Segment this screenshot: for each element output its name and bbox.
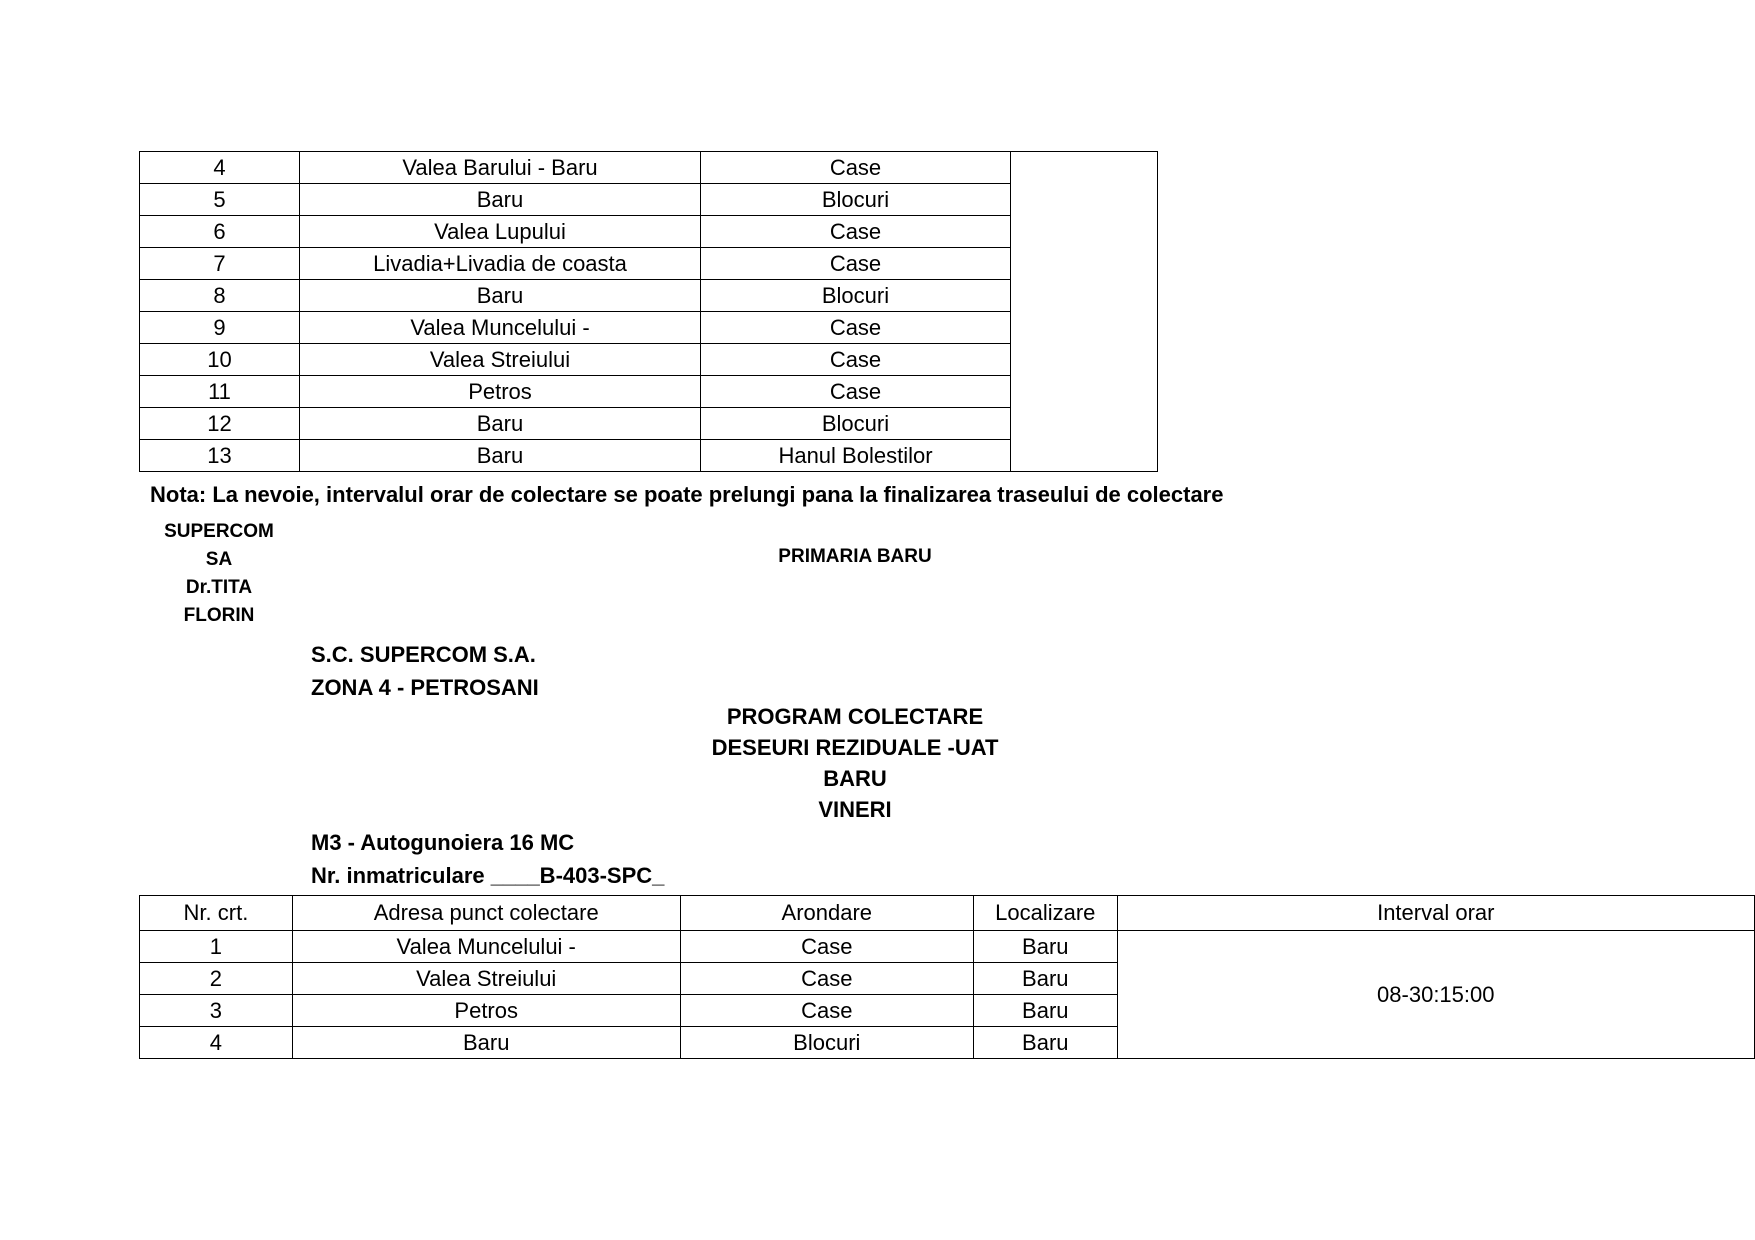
company-zone: ZONA 4 - PETROSANI bbox=[311, 675, 539, 700]
header-location: Localizare bbox=[974, 896, 1118, 931]
nr-cell: 11 bbox=[140, 376, 300, 408]
signatory-line: Dr.TITA bbox=[185, 577, 253, 598]
program-title-line: DESEURI REZIDUALE -UAT bbox=[711, 735, 999, 760]
address-cell: Baru bbox=[300, 408, 701, 440]
nr-cell: 1 bbox=[140, 931, 293, 963]
interval-cell: 08-30:15:00 bbox=[1117, 931, 1754, 1059]
address-cell: Baru bbox=[300, 280, 701, 312]
vehicle-info bbox=[311, 826, 664, 892]
company-header bbox=[311, 638, 539, 704]
signatory-line: SUPERCOM bbox=[164, 521, 274, 542]
program-title-line: VINERI bbox=[818, 797, 892, 822]
vehicle-registration: Nr. inmatriculare ____B-403-SPC_ bbox=[311, 863, 665, 888]
table-row bbox=[140, 184, 1158, 216]
table-row bbox=[140, 280, 1158, 312]
assignment-cell: Case bbox=[680, 931, 973, 963]
table-row bbox=[140, 312, 1158, 344]
address-cell: Livadia+Livadia de coasta bbox=[300, 248, 701, 280]
nr-cell: 10 bbox=[140, 344, 300, 376]
program-title bbox=[700, 701, 1010, 825]
assignment-cell: Blocuri bbox=[701, 408, 1011, 440]
assignment-cell: Hanul Bolestilor bbox=[701, 440, 1011, 472]
address-cell: Valea Lupului bbox=[300, 216, 701, 248]
address-cell: Valea Muncelului - bbox=[292, 931, 680, 963]
table-row bbox=[140, 376, 1158, 408]
assignment-cell: Case bbox=[701, 248, 1011, 280]
table-row bbox=[140, 931, 1755, 963]
address-cell: Valea Muncelului - bbox=[300, 312, 701, 344]
nr-cell: 9 bbox=[140, 312, 300, 344]
signatory-line: SA bbox=[205, 549, 233, 570]
assignment-cell: Case bbox=[701, 344, 1011, 376]
location-cell: Baru bbox=[974, 995, 1118, 1027]
header-address: Adresa punct colectare bbox=[292, 896, 680, 931]
nr-cell: 8 bbox=[140, 280, 300, 312]
location-cell: Baru bbox=[974, 963, 1118, 995]
assignment-cell: Case bbox=[680, 995, 973, 1027]
assignment-cell: Blocuri bbox=[680, 1027, 973, 1059]
assignment-cell: Blocuri bbox=[701, 280, 1011, 312]
nr-cell: 5 bbox=[140, 184, 300, 216]
nr-cell: 4 bbox=[140, 152, 300, 184]
address-cell: Petros bbox=[292, 995, 680, 1027]
table-row bbox=[140, 216, 1158, 248]
assignment-cell: Case bbox=[701, 376, 1011, 408]
table-row bbox=[140, 440, 1158, 472]
vehicle-type: M3 - Autogunoiera 16 MC bbox=[311, 830, 575, 855]
merged-empty-cell bbox=[1011, 152, 1158, 472]
assignment-cell: Case bbox=[701, 312, 1011, 344]
collection-schedule-table bbox=[139, 895, 1755, 1059]
company-name: S.C. SUPERCOM S.A. bbox=[311, 642, 536, 667]
program-title-line: BARU bbox=[823, 766, 887, 791]
assignment-cell: Blocuri bbox=[701, 184, 1011, 216]
nr-cell: 2 bbox=[140, 963, 293, 995]
signatory-line: FLORIN bbox=[183, 605, 255, 626]
assignment-cell: Case bbox=[680, 963, 973, 995]
location-cell: Baru bbox=[974, 931, 1118, 963]
table-row bbox=[140, 344, 1158, 376]
address-cell: Petros bbox=[300, 376, 701, 408]
collection-table-continued bbox=[139, 151, 1158, 472]
table-header-row bbox=[140, 896, 1755, 931]
address-cell: Baru bbox=[292, 1027, 680, 1059]
header-interval: Interval orar bbox=[1117, 896, 1754, 931]
nr-cell: 13 bbox=[140, 440, 300, 472]
table-row bbox=[140, 408, 1158, 440]
address-cell: Baru bbox=[300, 440, 701, 472]
nr-cell: 3 bbox=[140, 995, 293, 1027]
table-row bbox=[140, 152, 1158, 184]
assignment-cell: Case bbox=[701, 152, 1011, 184]
signatory-supercom bbox=[139, 518, 299, 630]
address-cell: Valea Barului - Baru bbox=[300, 152, 701, 184]
assignment-cell: Case bbox=[701, 216, 1011, 248]
nr-cell: 4 bbox=[140, 1027, 293, 1059]
header-assignment: Arondare bbox=[680, 896, 973, 931]
nr-cell: 12 bbox=[140, 408, 300, 440]
header-nr: Nr. crt. bbox=[140, 896, 293, 931]
signatory-primaria: PRIMARIA BARU bbox=[778, 546, 932, 567]
location-cell: Baru bbox=[974, 1027, 1118, 1059]
program-title-line: PROGRAM COLECTARE bbox=[726, 704, 984, 729]
nr-cell: 6 bbox=[140, 216, 300, 248]
table-row bbox=[140, 248, 1158, 280]
nr-cell: 7 bbox=[140, 248, 300, 280]
collection-note: Nota: La nevoie, intervalul orar de colectare se poate prelungi pana la finalizarea traseului de colectare bbox=[150, 482, 1224, 507]
address-cell: Baru bbox=[300, 184, 701, 216]
address-cell: Valea Streiului bbox=[292, 963, 680, 995]
address-cell: Valea Streiului bbox=[300, 344, 701, 376]
